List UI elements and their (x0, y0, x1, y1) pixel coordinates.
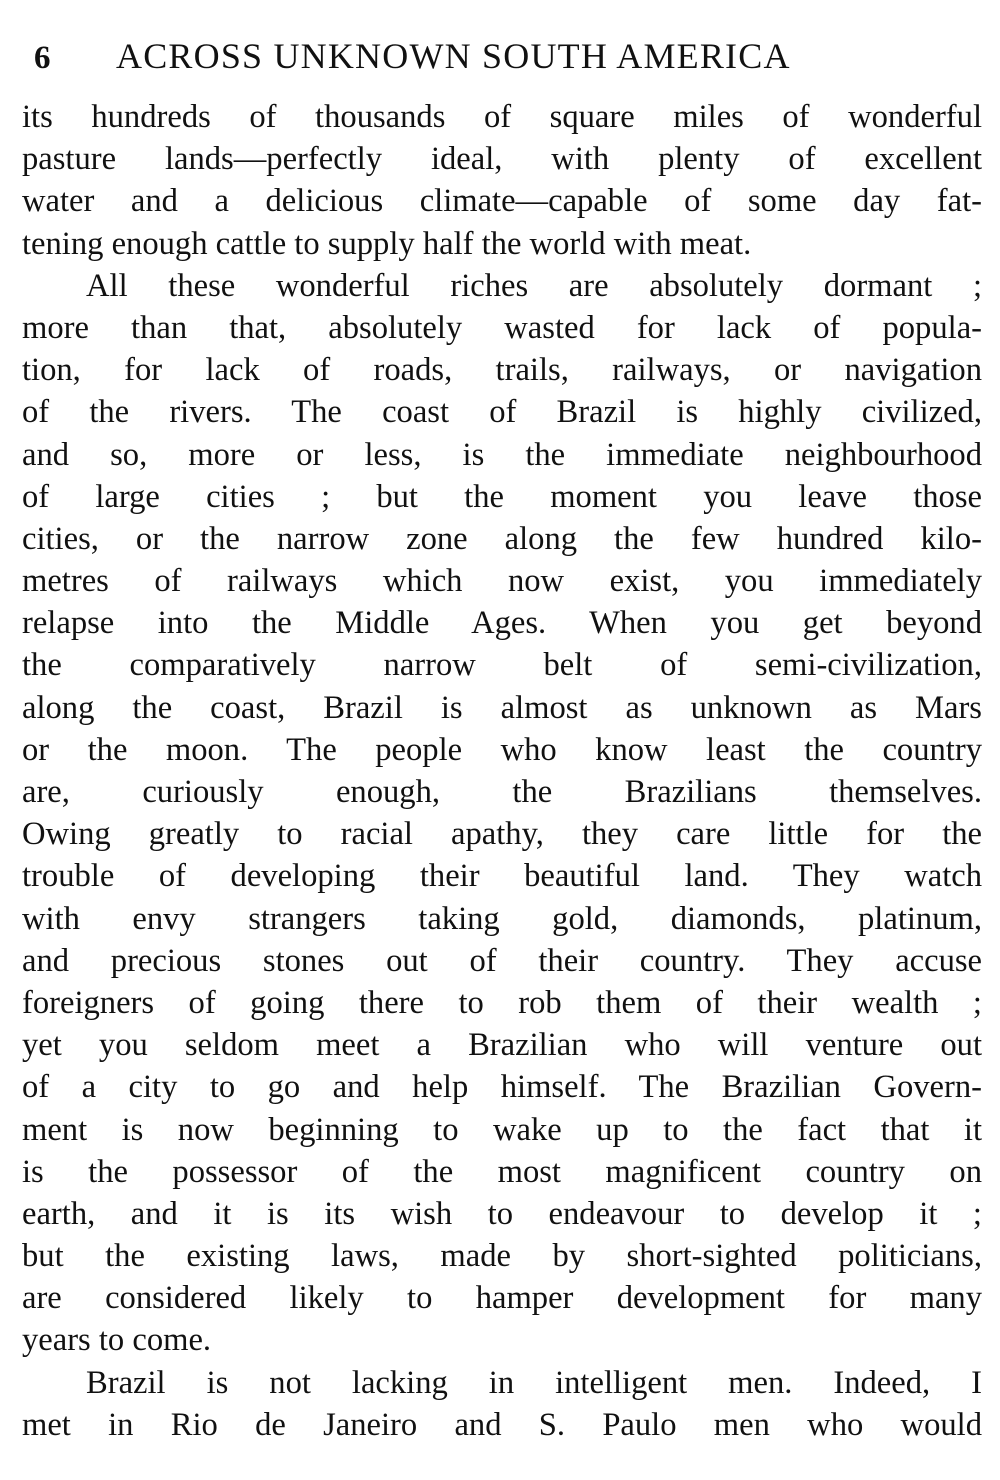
text-line: its hundreds of thousands of square miles of wonderful (22, 99, 982, 135)
text-line: and precious stones out of their country. They accuse (22, 942, 982, 979)
text-line: metres of railways which now exist, you immediately (22, 563, 982, 600)
text-line: earth, and it is its wish to endeavour to develop it ; (22, 1195, 982, 1232)
paragraph-start-line: All these wonderful riches are absolutely dormant ; (86, 267, 982, 304)
text-line: foreigners of going there to rob them of their wealth ; (22, 984, 982, 1021)
running-header (34, 34, 914, 78)
text-line: are, curiously enough, the Brazilians themselves. (22, 774, 982, 810)
text-line: of a city to go and help himself. The Brazilian Govern- (22, 1069, 982, 1106)
text-line: years to come. (22, 1322, 212, 1359)
text-line: or the moon. The people who know least the country (22, 731, 982, 768)
text-line: more than that, absolutely wasted for lack of popula- (22, 309, 982, 346)
text-line: and so, more or less, is the immediate neighbourhood (22, 436, 982, 473)
text-line: are considered likely to hamper development for many (22, 1280, 982, 1317)
text-line: the comparatively narrow belt of semi-civilization, (22, 647, 982, 684)
text-line: but the existing laws, made by short-sighted politicians, (22, 1238, 982, 1275)
text-line: with envy strangers taking gold, diamonds, platinum, (22, 900, 982, 937)
text-line: Owing greatly to racial apathy, they care little for the (22, 816, 982, 853)
text-line: water and a delicious climate—capable of some day fat- (22, 183, 982, 220)
text-line: of large cities ; but the moment you leave those (22, 478, 982, 515)
text-line: yet you seldom meet a Brazilian who will venture out (22, 1027, 982, 1064)
text-line: trouble of developing their beautiful land. They watch (22, 858, 982, 895)
text-line: tening enough cattle to supply half the world with meat. (22, 225, 752, 262)
text-line: pasture lands—perfectly ideal, with plenty of excellent (22, 141, 982, 178)
running-title: ACROSS UNKNOWN SOUTH AMERICA (116, 36, 791, 76)
text-line: met in Rio de Janeiro and S. Paulo men who would (22, 1406, 982, 1443)
text-line: tion, for lack of roads, trails, railways, or navigation (22, 352, 982, 389)
text-line: ment is now beginning to wake up to the fact that it (22, 1111, 982, 1148)
body-text (22, 96, 982, 1446)
text-line: is the possessor of the most magnificent country on (22, 1153, 982, 1190)
page-number: 6 (34, 40, 51, 76)
text-line: of the rivers. The coast of Brazil is highly civilized, (22, 394, 982, 431)
paragraph-start-line: Brazil is not lacking in intelligent men. Indeed, I (86, 1364, 982, 1401)
text-line: along the coast, Brazil is almost as unknown as Mars (22, 689, 982, 726)
text-line: cities, or the narrow zone along the few hundred kilo- (22, 520, 982, 557)
text-line: relapse into the Middle Ages. When you get beyond (22, 605, 982, 642)
